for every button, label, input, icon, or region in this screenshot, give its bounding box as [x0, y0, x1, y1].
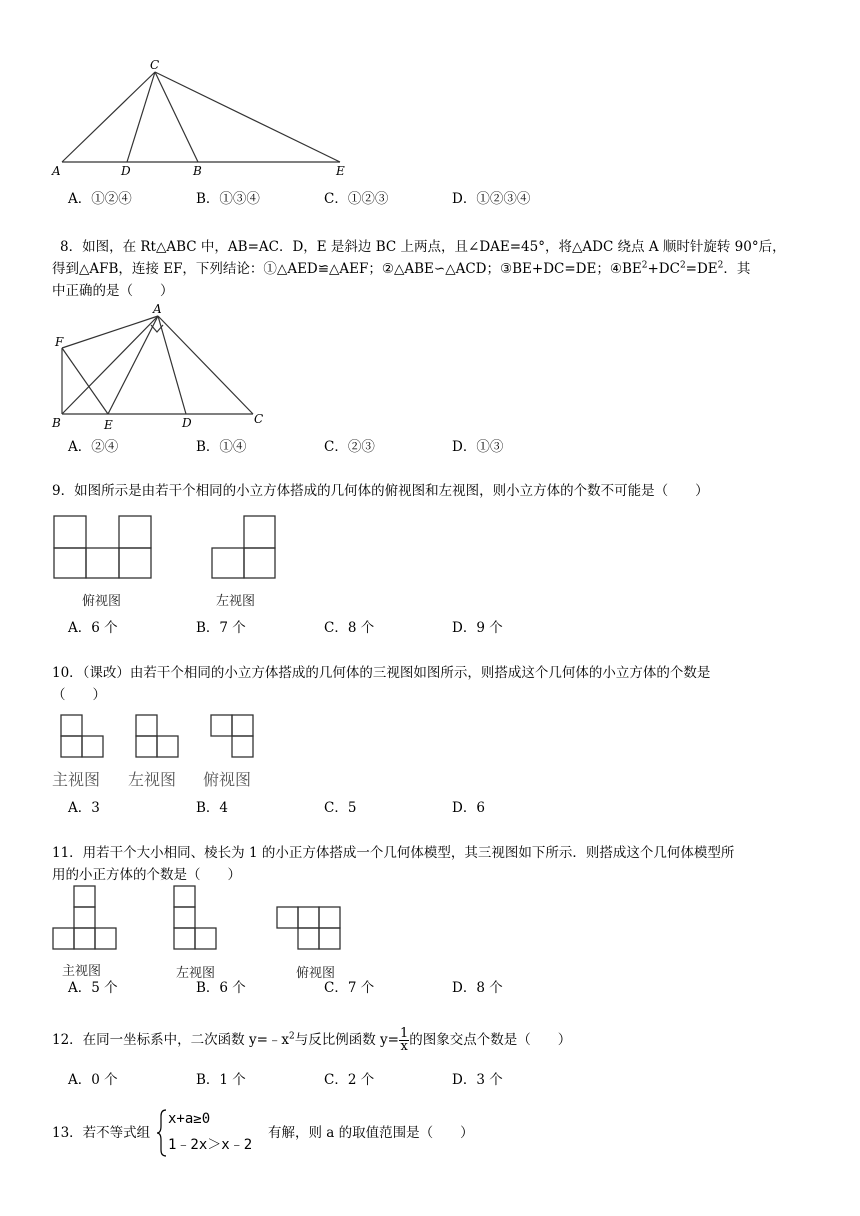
q9-option-c[interactable]: C．8 个	[324, 620, 375, 636]
q12-text-part-b: 与反比例函数 y=	[294, 1032, 399, 1048]
q7-label-E: E	[336, 164, 345, 178]
q7-label-D: D	[121, 164, 131, 178]
q8-question-line3: 中正确的是（ ）	[52, 283, 174, 299]
q8-line2-part-c: =DE	[685, 261, 718, 277]
q10-question-line1: 10．（课改）由若干个相同的小立方体搭成的几何体的三视图如图所示，则搭成这个几何体的小立方体的个数是	[52, 665, 711, 681]
q13-prefix: 13．若不等式组	[52, 1125, 151, 1141]
q12-option-a[interactable]: A．0 个	[68, 1072, 118, 1088]
q12-text-part-a: 12．在同一坐标系中，二次函数 y=﹣x	[52, 1032, 290, 1048]
q9-question: 9．如图所示是由若干个相同的小立方体搭成的几何体的俯视图和左视图，则小立方体的个数不可能是（ ）	[52, 483, 709, 499]
q8-option-b[interactable]: B．①④	[196, 439, 247, 455]
q10-caption-left-view: 左视图	[128, 770, 177, 789]
q8-sup-2: 2	[679, 260, 686, 271]
q10-option-d[interactable]: D．6	[452, 800, 485, 816]
q10-question-line2: （ ）	[52, 687, 106, 703]
q12-option-b[interactable]: B．1 个	[196, 1072, 246, 1088]
q8-label-A: A	[153, 302, 162, 316]
q7-label-C: C	[150, 58, 160, 72]
q9-caption-top-view: 俯视图	[82, 594, 122, 609]
q8-line2-part-b: +DC	[647, 261, 680, 277]
q8-option-a[interactable]: A．②④	[68, 439, 119, 455]
q8-line2-part-a: 得到△AFB，连接 EF，下列结论：①△AED≌△AEF；②△ABE∽△ACD；③BE+DC=DE；④BE	[52, 261, 642, 277]
q11-caption-front-view: 主视图	[62, 964, 102, 979]
q12-fraction-denominator: x	[400, 1039, 408, 1054]
q7-label-B: B	[193, 164, 202, 178]
q11-option-d[interactable]: D．8 个	[452, 980, 503, 996]
q9-option-a[interactable]: A．6 个	[68, 620, 118, 636]
q13-inequality-2: 1﹣2x＞x﹣2	[168, 1137, 253, 1153]
q7-option-c[interactable]: C．①②③	[324, 191, 389, 207]
q11-question-line1: 11．用若干个大小相同、棱长为 1 的小正方体搭成一个几何体模型，其三视图如下所示．则搭成这个几何体模型所	[52, 845, 735, 861]
q8-sup-3: 2	[717, 260, 724, 271]
q12-option-c[interactable]: C．2 个	[324, 1072, 375, 1088]
q8-label-E: E	[104, 418, 113, 432]
q7-option-a[interactable]: A．①②④	[68, 191, 132, 207]
q10-option-b[interactable]: B．4	[196, 800, 229, 816]
q11-option-b[interactable]: B．6 个	[196, 980, 246, 996]
q7-label-A: A	[52, 164, 61, 178]
q7-option-b[interactable]: B．①③④	[196, 191, 260, 207]
q8-label-F: F	[55, 335, 64, 349]
q11-question-line2: 用的小正方体的个数是（ ）	[52, 867, 241, 883]
q9-option-d[interactable]: D．9 个	[452, 620, 503, 636]
q9-option-b[interactable]: B．7 个	[196, 620, 246, 636]
q10-option-c[interactable]: C．5	[324, 800, 357, 816]
q10-option-a[interactable]: A．3	[68, 800, 100, 816]
q11-option-c[interactable]: C．7 个	[324, 980, 375, 996]
q11-caption-left-view: 左视图	[176, 966, 216, 981]
q11-caption-top-view: 俯视图	[296, 966, 336, 981]
q8-line2-part-d: ．其	[723, 261, 751, 277]
q8-label-B: B	[52, 416, 61, 430]
q8-option-d[interactable]: D．①③	[452, 439, 504, 455]
q8-option-c[interactable]: C．②③	[324, 439, 375, 455]
q11-option-a[interactable]: A．5 个	[68, 980, 118, 996]
q13-inequality-1: x+a≥0	[168, 1111, 211, 1127]
q8-question-line1: 8．如图，在 Rt△ABC 中，AB=AC．D，E 是斜边 BC 上两点，且∠DAE=45°，将△ADC 绕点 A 顺时针旋转 90°后，	[60, 239, 786, 255]
q12-sup: 2	[289, 1031, 295, 1042]
q8-label-D: D	[182, 416, 192, 430]
q8-label-C: C	[254, 412, 264, 426]
q12-fraction-numerator: 1	[400, 1026, 409, 1041]
q7-option-d[interactable]: D．①②③④	[452, 191, 531, 207]
q12-text-part-c: 的图象交点个数是（ ）	[409, 1032, 572, 1048]
q8-sup-1: 2	[641, 260, 648, 271]
q9-caption-left-view: 左视图	[216, 594, 256, 609]
q13-suffix: 有解，则 a 的取值范围是（ ）	[268, 1125, 474, 1141]
q12-option-d[interactable]: D．3 个	[452, 1072, 503, 1088]
q10-caption-top-view: 俯视图	[203, 770, 252, 789]
q10-caption-front-view: 主视图	[52, 770, 101, 789]
